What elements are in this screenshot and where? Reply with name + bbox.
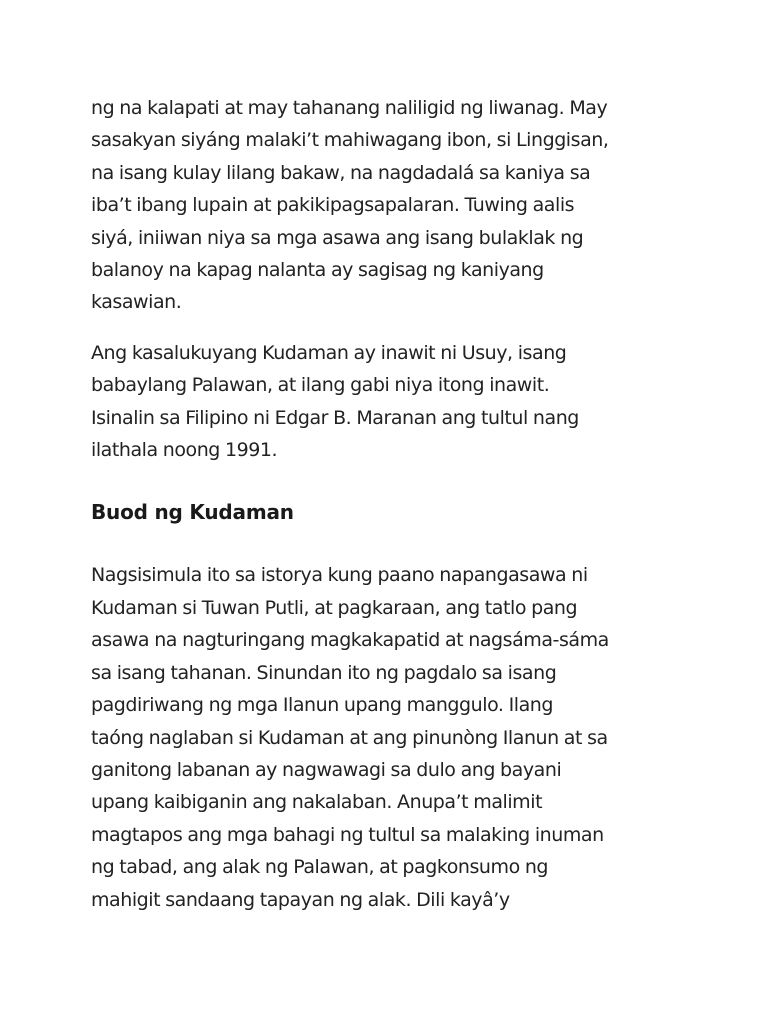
document-page (91, 92, 691, 916)
text-line: sasakyan siyáng malaki’t mahiwagang ibon, si Linggisan, (91, 129, 609, 152)
text-line: taóng naglaban si Kudaman at ang pinunòng Ilanun at sa (91, 726, 608, 749)
text-line: iba’t ibang lupain at pakikipagsapalaran. Tuwing aalis (91, 194, 575, 217)
body-paragraph (91, 559, 691, 915)
text-line: asawa na nagturingang magkakapatid at nagsáma-sáma (91, 629, 609, 652)
text-line: magtapos ang mga bahagi ng tultul sa malaking inuman (91, 823, 604, 846)
text-line: Kudaman si Tuwan Putli, at pagkaraan, ang tatlo pang (91, 596, 578, 619)
text-line: babaylang Palawan, at ilang gabi niya itong inawit. (91, 374, 550, 397)
text-line: siyá, iniiwan niya sa mga asawa ang isang bulaklak ng (91, 226, 584, 249)
text-line: balanoy na kapag nalanta ay sagisag ng kaniyang (91, 259, 544, 282)
section-heading: Buod ng Kudaman (91, 500, 294, 525)
text-line: ilathala noong 1991. (91, 439, 278, 462)
text-line: sa isang tahanan. Sinundan ito ng pagdalo sa isang (91, 661, 557, 684)
text-line: Ang kasalukuyang Kudaman ay inawit ni Usuy, isang (91, 341, 567, 364)
text-line: ng na kalapati at may tahanang naliligid ng liwanag. May (91, 97, 608, 119)
text-line: pagdiriwang ng mga Ilanun upang manggulo. Ilang (91, 694, 553, 717)
text-line: upang kaibiganin ang nakalaban. Anupa’t malimit (91, 791, 543, 814)
text-line: kasawian. (91, 291, 182, 314)
text-line: Isinalin sa Filipino ni Edgar B. Maranan ang tultul nang (91, 406, 579, 429)
text-line: mahigit sandaang tapayan ng alak. Dili kayâ’y (91, 888, 510, 911)
text-line: ng tabad, ang alak ng Palawan, at pagkonsumo ng (91, 856, 549, 879)
text-line: na isang kulay lilang bakaw, na nagdadalá sa kaniya sa (91, 161, 591, 184)
body-paragraph (91, 92, 691, 319)
text-line: ganitong labanan ay nagwawagi sa dulo ang bayani (91, 758, 562, 781)
text-line: Nagsisimula ito sa istorya kung paano napangasawa ni (91, 564, 588, 587)
body-paragraph (91, 337, 691, 467)
